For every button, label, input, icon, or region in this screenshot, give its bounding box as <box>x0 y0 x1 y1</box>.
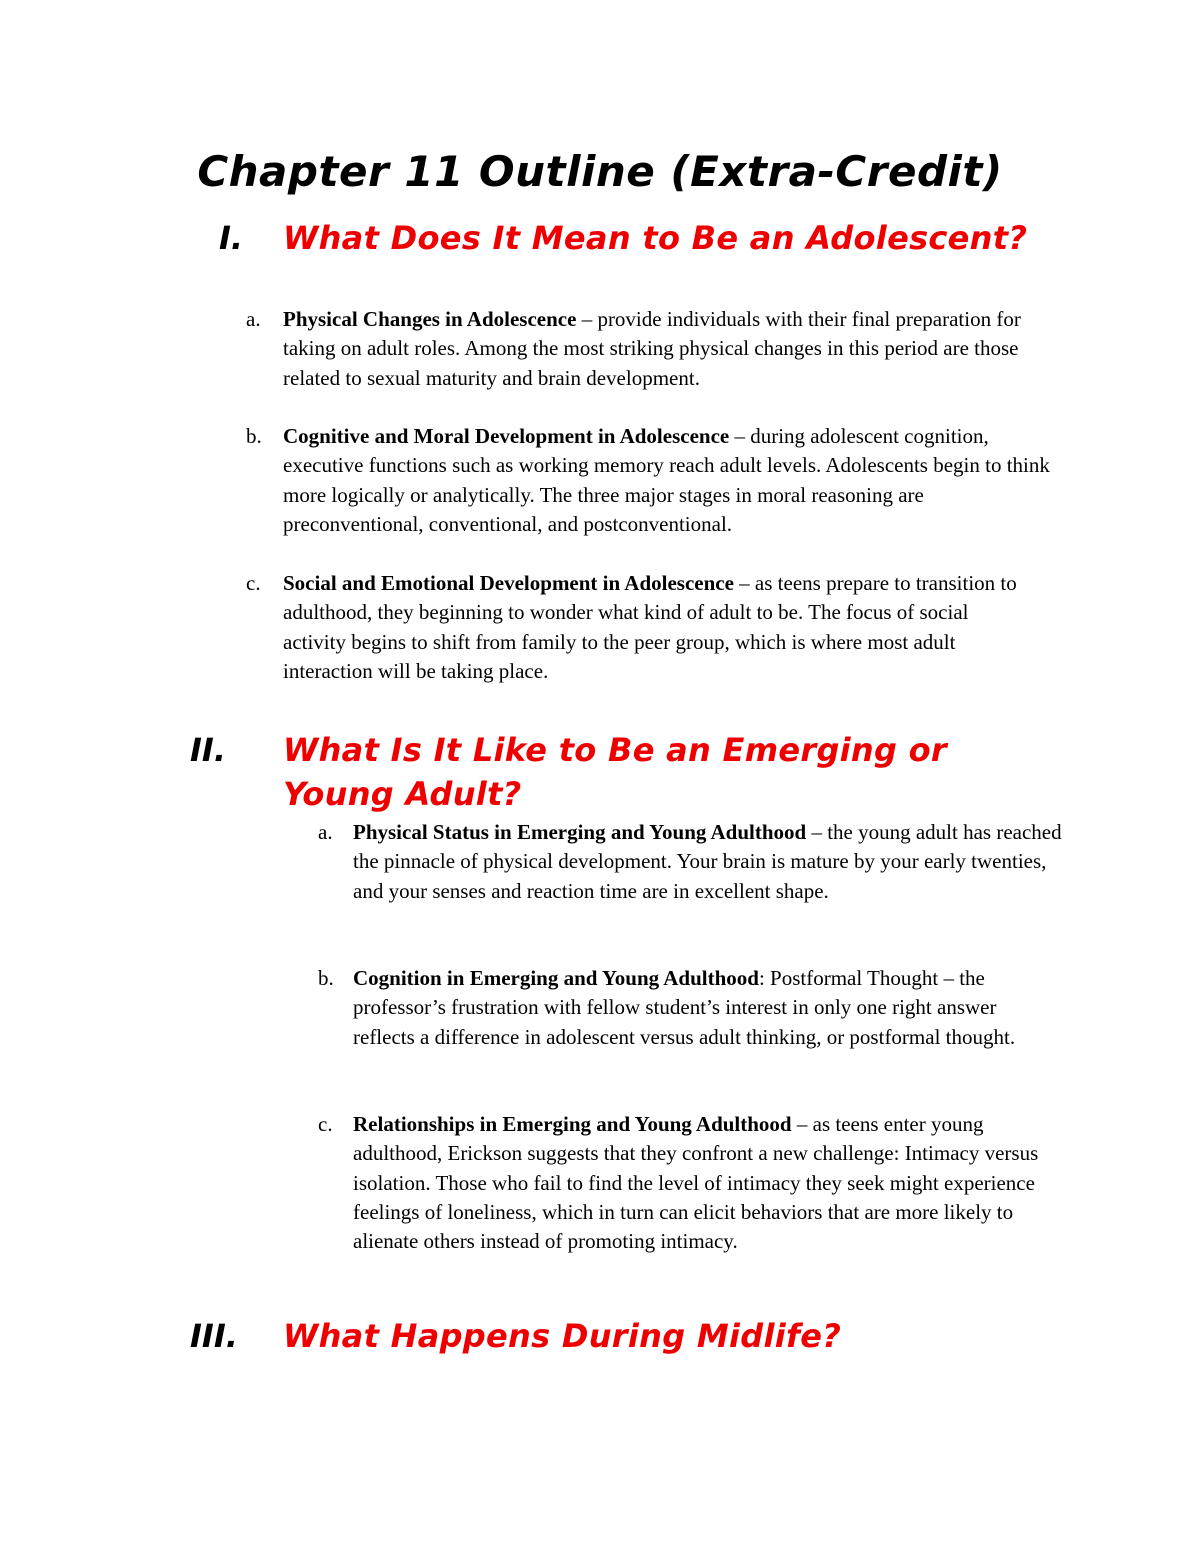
section-number: III. <box>190 1317 238 1355</box>
item-body: – provide individuals with their final preparation for taking on adult roles. Among the most striking physical changes in this period are those related to sexual maturity and brain development. <box>283 307 1021 390</box>
item-letter: c. <box>246 571 261 595</box>
item-letter: b. <box>318 966 334 990</box>
item-heading: Cognition in Emerging and Young Adulthood <box>353 966 759 990</box>
item-heading: Social and Emotional Development in Adolescence <box>283 571 734 595</box>
item-heading: Physical Status in Emerging and Young Adulthood <box>353 820 807 844</box>
item-heading: Cognitive and Moral Development in Adolescence <box>283 424 730 448</box>
item-body: – as teens enter young adulthood, Erickson suggests that they confront a new challenge: Intimacy versus isolation. Those who fail to find the level of intimacy they seek might experience feelings of loneliness, which in turn can elicit behaviors that are more likely to alienate others instead of promoting intimacy. <box>353 1112 1039 1254</box>
item-heading: Physical Changes in Adolescence <box>283 307 577 331</box>
section-number: II. <box>190 731 226 769</box>
item-body: – the young adult has reached the pinnacle of physical development. Your brain is mature by your early twenties, and your senses and reaction time are in excellent shape. <box>353 820 1062 903</box>
item-text <box>353 964 1053 1052</box>
item-text <box>283 305 1063 393</box>
item-letter: b. <box>246 424 262 448</box>
item-letter: c. <box>318 1112 333 1136</box>
item-text <box>353 818 1065 906</box>
item-text <box>353 1110 1065 1256</box>
item-text <box>283 569 1035 686</box>
section-number: I. <box>219 219 244 257</box>
item-letter: a. <box>246 307 261 331</box>
section-title: What Is It Like to Be an Emerging or Young Adult? <box>283 731 948 813</box>
section-title: What Happens During Midlife? <box>283 1317 842 1355</box>
item-text <box>283 422 1053 539</box>
item-heading: Relationships in Emerging and Young Adulthood <box>353 1112 792 1136</box>
item-body: – as teens prepare to transition to adulthood, they beginning to wonder what kind of adult to be. The focus of social activity begins to shift from family to the peer group, which is where most adult interaction will be taking place. <box>283 571 1017 683</box>
item-letter: a. <box>318 820 333 844</box>
item-body: : Postformal Thought – the professor’s frustration with fellow student’s interest in only one right answer reflects a difference in adolescent versus adult thinking, or postformal thought. <box>353 966 1016 1049</box>
document-title: Chapter 11 Outline (Extra-Credit) <box>197 147 1003 196</box>
section-title: What Does It Mean to Be an Adolescent? <box>283 219 1028 257</box>
item-body: – during adolescent cognition, executive functions such as working memory reach adult levels. Adolescents begin to think more logically or analytically. The three major stages in moral reasoning are preconventional, conventional, and postconventional. <box>283 424 1050 536</box>
